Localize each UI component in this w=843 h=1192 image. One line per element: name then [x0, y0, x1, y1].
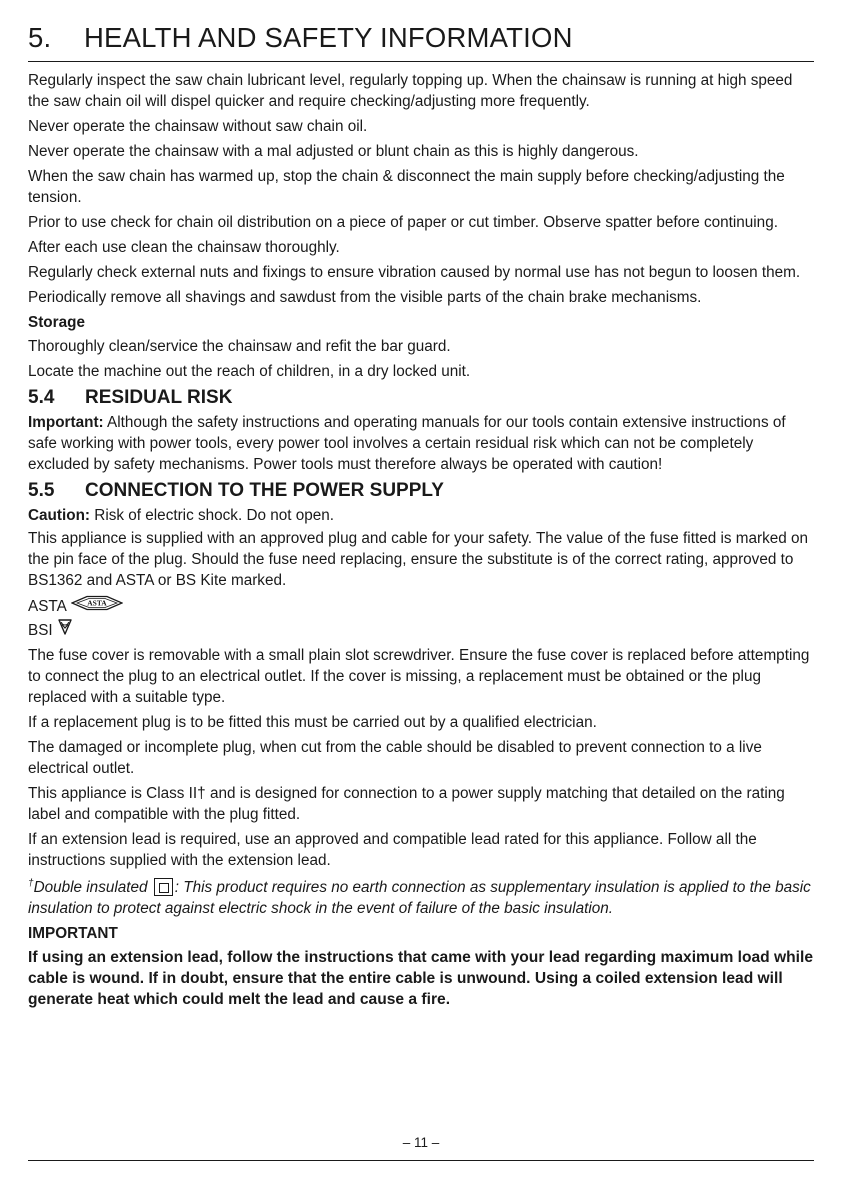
power-supply-heading	[28, 479, 814, 503]
storage-heading: Storage	[28, 314, 85, 331]
note-text: : This product requires no earth connection as supplementary insulation is applied to the basic insulation to protect against electric shock in the event of failure of the basic insulation.	[28, 879, 811, 918]
maintenance-paragraph: Regularly check external nuts and fixings to ensure vibration caused by normal use has not begun to loosen them.	[28, 264, 801, 281]
page-number: – 11 –	[402, 1135, 440, 1150]
caution-label: Caution:	[28, 507, 91, 524]
maintenance-paragraph: Never operate the chainsaw without saw chain oil.	[28, 118, 368, 135]
residual-risk-text: Although the safety instructions and operating manuals for our tools contain extensive instructions of safe working with power tools, every power tool involves a certain residual risk which can not be completely excluded by safety mechanisms. Power tools must therefore always be operated with caution!	[28, 414, 786, 473]
bsi-line	[28, 618, 814, 642]
maintenance-paragraph: Periodically remove all shavings and sawdust from the visible parts of the chain brake mechanisms.	[28, 289, 702, 306]
bsi-label: BSI	[28, 621, 53, 639]
header-divider	[28, 61, 814, 62]
asta-line	[28, 595, 814, 617]
power-supply-number: 5.5	[28, 480, 55, 501]
class-ii-paragraph: This appliance is Class II† and is designed for connection to a power supply matching that detailed on the rating label and compatible with the plug fitted.	[28, 785, 785, 823]
footer-divider	[28, 1160, 814, 1161]
asta-label: ASTA	[28, 597, 67, 615]
storage-paragraph: Thoroughly clean/service the chainsaw and refit the bar guard.	[28, 338, 451, 355]
power-supply-title: CONNECTION TO THE POWER SUPPLY	[85, 480, 444, 501]
section-number: 5.	[28, 22, 52, 53]
residual-risk-number: 5.4	[28, 387, 55, 408]
extension-lead-paragraph: If an extension lead is required, use an approved and compatible lead rated for this appliance. Follow all the instructions supplied with the extension lead.	[28, 831, 757, 869]
residual-risk-title: RESIDUAL RISK	[85, 387, 233, 408]
caution-paragraph	[28, 505, 814, 526]
damaged-plug-paragraph: The damaged or incomplete plug, when cut from the cable should be disabled to prevent connection to a live electrical outlet.	[28, 739, 762, 777]
asta-logo-text: ASTA	[87, 598, 107, 608]
replacement-plug-paragraph: If a replacement plug is to be fitted this must be carried out by a qualified electrician.	[28, 714, 597, 731]
kitemark-icon	[57, 618, 73, 642]
page-content	[28, 70, 814, 1014]
dagger-mark: †	[28, 878, 34, 889]
asta-mark-icon	[71, 595, 123, 617]
note-lead: Double insulated	[33, 879, 152, 897]
section-title: HEALTH AND SAFETY INFORMATION	[84, 22, 573, 53]
maintenance-paragraph: Prior to use check for chain oil distribution on a piece of paper or cut timber. Observe spatter before continuing.	[28, 214, 778, 231]
maintenance-paragraph: Never operate the chainsaw with a mal adjusted or blunt chain as this is highly dangerous.	[28, 143, 639, 160]
caution-text: Risk of electric shock. Do not open.	[90, 507, 335, 524]
double-insulation-icon	[154, 878, 173, 896]
plug-paragraph: This appliance is supplied with an approved plug and cable for your safety. The value of the fuse fitted is marked on the pin face of the plug. Should the fuse need replacing, ensure the substitute is of the correct rating, approved to BS1362 and ASTA or BS Kite marked.	[28, 530, 809, 589]
important-heading: IMPORTANT	[28, 925, 118, 943]
storage-paragraph: Locate the machine out the reach of children, in a dry locked unit.	[28, 363, 471, 380]
double-insulated-note	[28, 873, 814, 919]
residual-risk-paragraph	[28, 412, 814, 475]
maintenance-paragraph: When the saw chain has warmed up, stop the chain & disconnect the main supply before checking/adjusting the tension.	[28, 168, 785, 206]
fuse-cover-paragraph: The fuse cover is removable with a small plain slot screwdriver. Ensure the fuse cover is replaced before attempting to connect the plug to an electrical outlet. If the cover is missing, a replacement must be obtained or the plug replaced with a suitable type.	[28, 647, 810, 706]
extension-lead-warning: If using an extension lead, follow the instructions that came with your lead regarding maximum load while cable is wound. If in doubt, ensure that the entire cable is unwound. Using a coiled extension lead will generate heat which could melt the lead and cause a fire.	[28, 949, 814, 1009]
page-title	[28, 22, 573, 54]
maintenance-paragraph: Regularly inspect the saw chain lubricant level, regularly topping up. When the chainsaw is running at high speed the saw chain oil will dispel quicker and require checking/adjusting more frequently.	[28, 72, 793, 110]
important-label: Important:	[28, 414, 104, 431]
maintenance-paragraph: After each use clean the chainsaw thoroughly.	[28, 239, 340, 256]
residual-risk-heading	[28, 386, 814, 410]
